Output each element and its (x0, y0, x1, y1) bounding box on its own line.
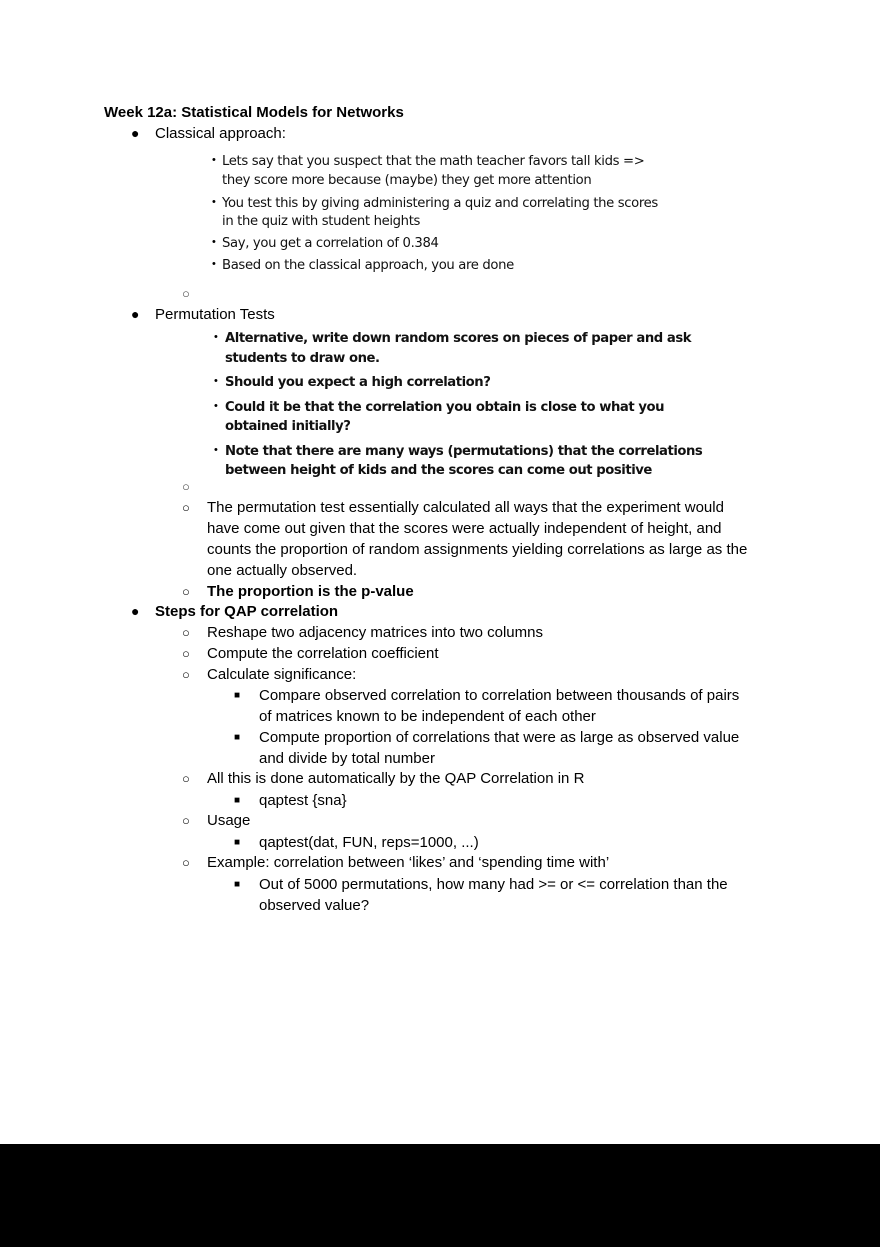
hollow-bullet-icon: ○ (182, 855, 190, 870)
slide-bullet-icon: • (214, 444, 218, 456)
permutation-explanation-line: counts the proportion of random assignments yielding correlations as large as the (207, 541, 748, 558)
qap-step-item: All this is done automatically by the QAP Correlation in R (207, 770, 585, 787)
example-detail-line: Out of 5000 permutations, how many had >= or <= correlation than the (259, 876, 728, 893)
slide-text-line: Lets say that you suspect that the math teacher favors tall kids => (222, 154, 645, 169)
slide-text-line: You test this by giving administering a quiz and correlating the scores (222, 196, 658, 211)
square-bullet-icon: ■ (234, 795, 241, 806)
filled-bullet-icon: ● (131, 306, 140, 322)
hollow-bullet-icon: ○ (182, 625, 190, 640)
slide-bullet-icon: • (212, 196, 216, 208)
filled-bullet-icon: ● (131, 603, 140, 619)
significance-detail-line: and divide by total number (259, 750, 435, 767)
slide-text-line: they score more because (maybe) they get more attention (222, 173, 592, 188)
square-bullet-icon: ■ (234, 879, 241, 890)
slide-bullet-icon: • (214, 400, 218, 412)
p-value-statement: The proportion is the p-value (207, 583, 414, 600)
qap-step-item: Compute the correlation coefficient (207, 645, 439, 662)
qap-step-item: Reshape two adjacency matrices into two columns (207, 624, 543, 641)
qap-step-item: Usage (207, 812, 251, 829)
square-bullet-icon: ■ (234, 732, 241, 743)
permutation-explanation-line: one actually observed. (207, 562, 358, 579)
slide-text-line: Could it be that the correlation you obtain is close to what you (225, 400, 665, 415)
slide-bullet-icon: • (212, 154, 216, 166)
slide-text-line: Say, you get a correlation of 0.384 (222, 236, 439, 251)
section-qap-steps: Steps for QAP correlation (155, 603, 339, 620)
qap-step-item: Calculate significance: (207, 666, 357, 683)
slide-text-line: Alternative, write down random scores on pieces of paper and ask (225, 331, 692, 346)
bottom-black-bar (0, 1144, 880, 1247)
example-detail-line: observed value? (259, 897, 370, 914)
slide-text-line: Based on the classical approach, you are done (222, 258, 514, 273)
permutation-explanation-line: The permutation test essentially calculated all ways that the experiment would (207, 499, 724, 516)
slide-text-line: Should you expect a high correlation? (225, 375, 491, 390)
significance-detail-line: of matrices known to be independent of each other (259, 708, 596, 725)
hollow-bullet-icon: ○ (182, 667, 190, 682)
qap-step-item: Example: correlation between ‘likes’ and ‘spending time with’ (207, 854, 610, 871)
hollow-bullet-icon: ○ (182, 646, 190, 661)
slide-text-line: obtained initially? (225, 419, 351, 434)
page-title: Week 12a: Statistical Models for Networks (104, 104, 404, 121)
hollow-bullet-icon: ○ (182, 813, 190, 828)
slide-bullet-icon: • (214, 375, 218, 387)
slide-text-line: Note that there are many ways (permutations) that the correlations (225, 444, 703, 459)
slide-bullet-icon: • (212, 236, 216, 248)
hollow-bullet-icon: ○ (182, 584, 190, 599)
hollow-bullet-icon: ○ (182, 286, 190, 301)
r-package-reference: qaptest {sna} (259, 792, 347, 809)
section-classical-approach: Classical approach: (155, 125, 286, 142)
square-bullet-icon: ■ (234, 837, 241, 848)
filled-bullet-icon: ● (131, 125, 140, 141)
slide-bullet-icon: • (214, 331, 218, 343)
square-bullet-icon: ■ (234, 690, 241, 701)
hollow-bullet-icon: ○ (182, 771, 190, 786)
significance-detail-line: Compare observed correlation to correlation between thousands of pairs (259, 687, 740, 704)
slide-text-line: in the quiz with student heights (222, 214, 421, 229)
usage-code-line: qaptest(dat, FUN, reps=1000, ...) (259, 834, 479, 851)
permutation-explanation-line: have come out given that the scores were actually independent of height, and (207, 520, 722, 537)
slide-text-line: between height of kids and the scores can come out positive (225, 463, 652, 478)
section-permutation-tests: Permutation Tests (155, 306, 275, 323)
hollow-bullet-icon: ○ (182, 479, 190, 494)
hollow-bullet-icon: ○ (182, 500, 190, 515)
slide-bullet-icon: • (212, 258, 216, 270)
significance-detail-line: Compute proportion of correlations that were as large as observed value (259, 729, 740, 746)
slide-text-line: students to draw one. (225, 351, 380, 366)
